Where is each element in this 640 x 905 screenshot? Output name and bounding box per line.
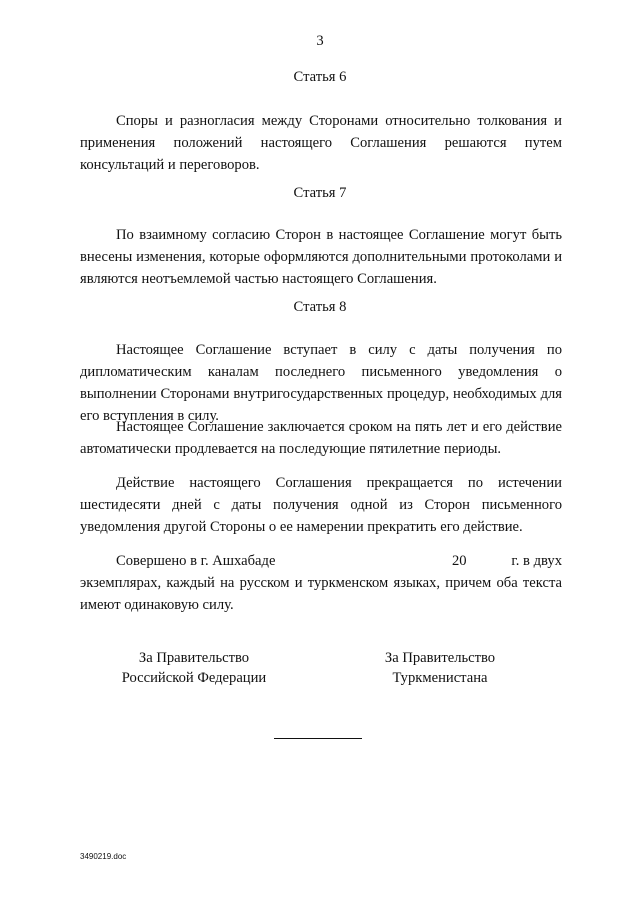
file-code: 3490219.doc (80, 852, 127, 861)
signature-turkmenistan-line1: За Правительство (384, 650, 496, 666)
signature-turkmenistan-line2: Туркменистана (392, 670, 488, 686)
article-6-heading: Статья 6 (293, 69, 347, 85)
article-7-text (80, 224, 562, 290)
article-8-paragraph-3 (80, 472, 562, 538)
article-8-p2-body: Настоящее Соглашение заключается сроком на пять лет и его действие автоматически продлевается на последующие пятилетние периоды. (80, 419, 562, 457)
article-8-p3-body: Действие настоящего Соглашения прекращается по истечении шестидесяти дней с даты получения одной из Сторон письменного уведомления другой Стороны о ее намерении прекратить его действие. (80, 475, 562, 535)
completion-rest: экземплярах, каждый на русском и туркменском языках, причем оба текста имеют одинаковую силу. (80, 575, 562, 613)
article-6-text (80, 110, 562, 176)
article-7-heading: Статья 7 (293, 185, 347, 201)
completion-copies: г. в двух (511, 553, 562, 569)
signature-block-turkmenistan (330, 648, 550, 688)
signature-russia-line1: За Правительство (138, 650, 250, 666)
article-8-paragraph-1 (80, 339, 562, 427)
completion-first-line (80, 550, 562, 572)
signature-block-russia (84, 648, 304, 688)
completion-year: 20 (452, 553, 467, 569)
article-8-paragraph-2 (80, 416, 562, 460)
article-7-body: По взаимному согласию Сторон в настоящее Соглашение могут быть внесены изменения, которые оформляются дополнительными протоколами и являются неотъемлемой частью настоящего Соглашения. (80, 227, 562, 287)
article-8-p1-body: Настоящее Соглашение вступает в силу с даты получения по дипломатическим каналам последнего письменного уведомления о выполнении Сторонами внутригосударственных процедур, необходимых для его вступления в силу. (80, 342, 562, 424)
completion-place: Совершено в г. Ашхабаде (116, 553, 276, 569)
article-6-body: Споры и разногласия между Сторонами относительно толкования и применения положений настоящего Соглашения решаются путем консультаций и переговоров. (80, 113, 562, 173)
signature-russia-line2: Российской Федерации (121, 670, 267, 686)
article-8-heading: Статья 8 (293, 299, 347, 315)
page-number: 3 (316, 33, 324, 49)
end-rule (274, 738, 362, 739)
